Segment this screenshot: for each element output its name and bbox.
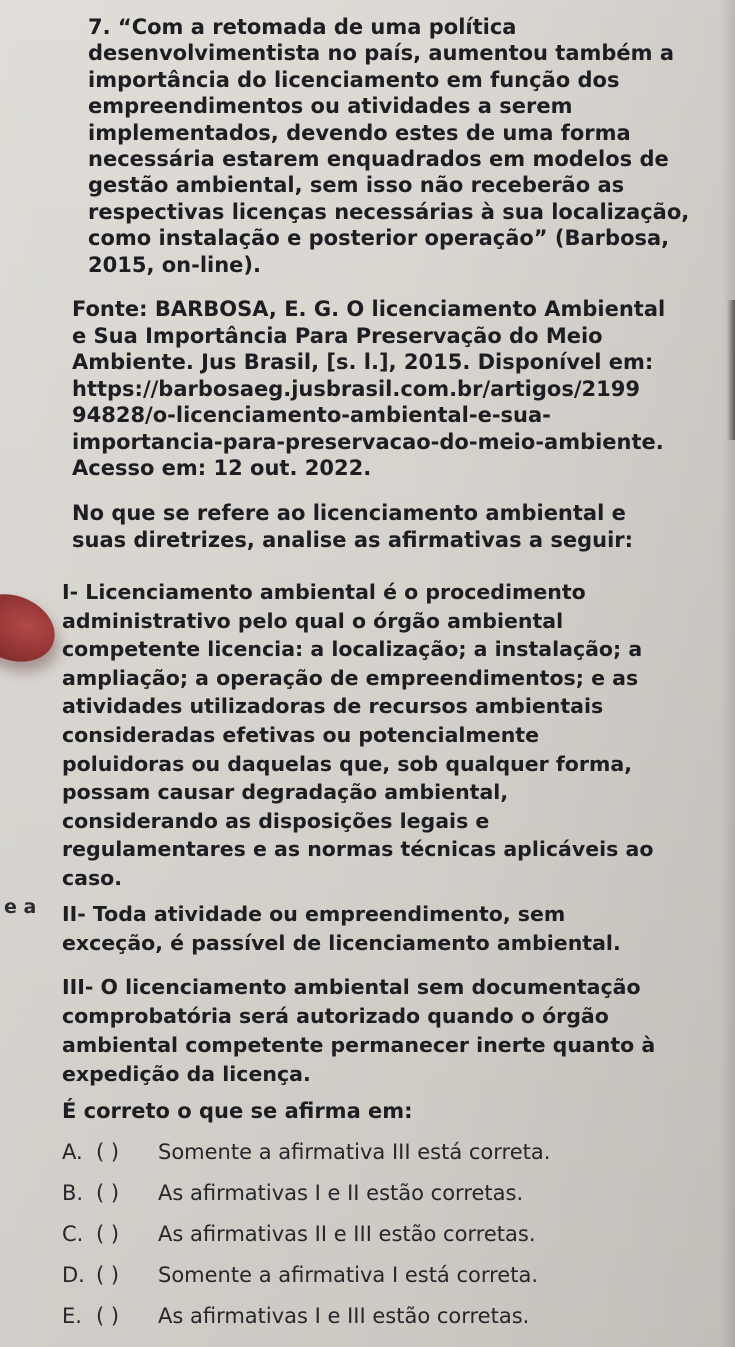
option-letter: A. bbox=[62, 1140, 83, 1164]
statement-line: comprobatória será autorizado quando o órgão bbox=[62, 1004, 609, 1028]
source-line: e Sua Importância Para Preservação do Meio bbox=[72, 323, 603, 348]
source-line: Fonte: BARBOSA, E. G. O licenciamento Ambiental bbox=[72, 297, 666, 321]
finger-thumb bbox=[0, 584, 64, 671]
statement-line: I- Licenciamento ambiental é o procedimento bbox=[62, 580, 586, 604]
page-edge-gradient bbox=[721, 0, 735, 1347]
option-letter: E. bbox=[62, 1304, 82, 1328]
question-line: gestão ambiental, sem isso não receberão as bbox=[88, 173, 625, 198]
option-letter: D. bbox=[62, 1263, 85, 1287]
statement-line: atividades utilizadoras de recursos ambientais bbox=[62, 694, 604, 719]
question-line: necessária estarem enquadrados em modelos de bbox=[88, 147, 669, 172]
option-letter: B. bbox=[62, 1181, 84, 1205]
option-a[interactable] bbox=[62, 1140, 550, 1164]
statement-line: administrativo pelo qual o órgão ambiental bbox=[62, 608, 564, 633]
statement-1 bbox=[62, 578, 653, 893]
option-letter: C. bbox=[62, 1222, 84, 1246]
statement-line: II- Toda atividade ou empreendimento, sem bbox=[62, 902, 566, 926]
answer-prompt: É correto o que se afirma em: bbox=[62, 1099, 413, 1123]
instruction-text bbox=[72, 500, 633, 553]
statement-3 bbox=[62, 973, 655, 1089]
option-c[interactable] bbox=[62, 1222, 536, 1246]
option-text: As afirmativas I e III estão corretas. bbox=[158, 1304, 530, 1328]
statement-line: regulamentares e as normas técnicas aplicáveis ao bbox=[62, 837, 654, 862]
source-line: Acesso em: 12 out. 2022. bbox=[72, 456, 372, 480]
option-checkbox[interactable]: ( ) bbox=[96, 1140, 120, 1164]
option-checkbox[interactable]: ( ) bbox=[96, 1181, 120, 1205]
instruction-line: suas diretrizes, analise as afirmativas a seguir: bbox=[72, 527, 634, 552]
option-text: Somente a afirmativa III está correta. bbox=[158, 1140, 551, 1164]
option-d[interactable] bbox=[62, 1263, 538, 1287]
question-line: implementados, devendo estes de uma forma bbox=[88, 120, 631, 145]
statement-line: considerando as disposições legais e bbox=[62, 808, 490, 833]
question-line: respectivas licenças necessárias à sua localização, bbox=[88, 199, 690, 224]
option-text: As afirmativas I e II estão corretas. bbox=[158, 1181, 524, 1205]
question-line: empreendimentos ou atividades a serem bbox=[88, 94, 573, 119]
option-checkbox[interactable]: ( ) bbox=[96, 1222, 120, 1246]
question-line: como instalação e posterior operação” (Barbosa, bbox=[88, 226, 670, 251]
statement-line: exceção, é passível de licenciamento ambiental. bbox=[62, 931, 621, 955]
statement-line: ampliação; a operação de empreendimentos; e as bbox=[62, 665, 639, 690]
source-citation bbox=[72, 296, 665, 482]
question-line: importância do licenciamento em função dos bbox=[88, 67, 620, 92]
option-text: As afirmativas II e III estão corretas. bbox=[158, 1222, 536, 1246]
statement-line: expedição da licença. bbox=[62, 1062, 311, 1086]
source-line: 94828/o-licenciamento-ambiental-e-sua- bbox=[72, 403, 551, 427]
option-b[interactable] bbox=[62, 1181, 523, 1205]
option-checkbox[interactable]: ( ) bbox=[96, 1304, 120, 1328]
statement-line: poluidoras ou daquelas que, sob qualquer forma, bbox=[62, 751, 632, 776]
margin-handwriting: e a bbox=[4, 896, 37, 918]
statement-line: competente licencia: a localização; a instalação; a bbox=[62, 637, 643, 662]
instruction-line: No que se refere ao licenciamento ambiental e bbox=[72, 501, 626, 525]
source-line: importancia-para-preservacao-do-meio-ambiente. bbox=[72, 429, 664, 454]
source-line: https://barbosaeg.jusbrasil.com.br/artigos/2199 bbox=[72, 376, 640, 401]
question-text bbox=[88, 14, 689, 278]
option-e[interactable] bbox=[62, 1304, 529, 1328]
source-line: Ambiente. Jus Brasil, [s. l.], 2015. Disponível em: bbox=[72, 350, 654, 374]
question-line: 2015, on-line). bbox=[88, 252, 261, 277]
statement-2 bbox=[62, 900, 621, 958]
statement-line: possam causar degradação ambiental, bbox=[62, 780, 509, 805]
statement-line: caso. bbox=[62, 865, 123, 890]
statement-line: III- O licenciamento ambiental sem documentação bbox=[62, 975, 641, 999]
question-line: 7. “Com a retomada de uma política bbox=[88, 15, 517, 39]
statement-line: ambiental competente permanecer inerte quanto à bbox=[62, 1033, 656, 1057]
statement-line: consideradas efetivas ou potencialmente bbox=[62, 722, 539, 747]
question-line: desenvolvimentista no país, aumentou também a bbox=[88, 41, 675, 66]
option-checkbox[interactable]: ( ) bbox=[96, 1263, 120, 1287]
option-text: Somente a afirmativa I está correta. bbox=[158, 1263, 538, 1287]
